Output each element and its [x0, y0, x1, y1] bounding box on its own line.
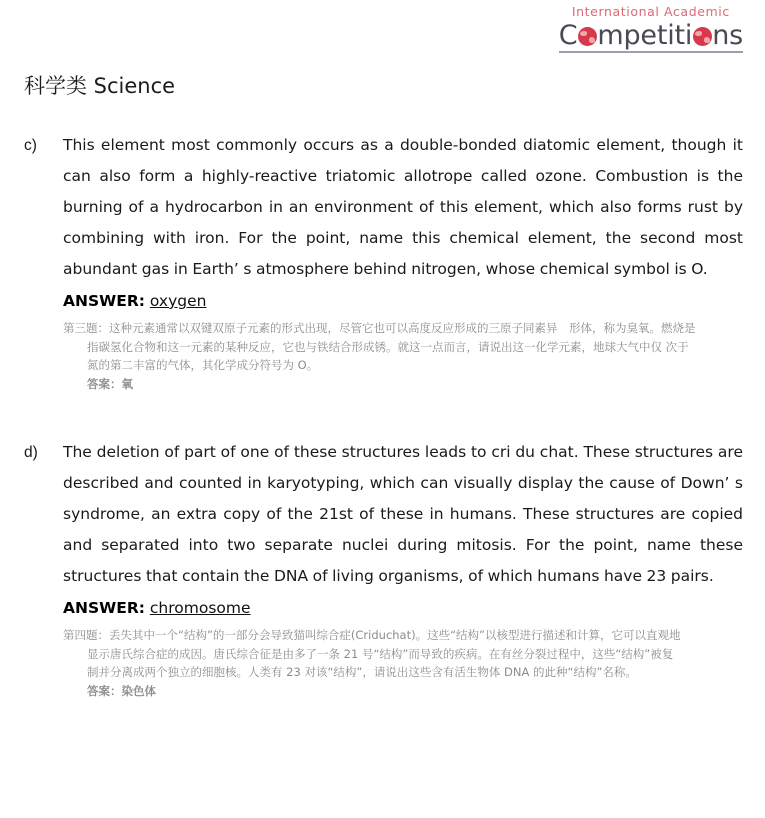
chinese-line: 指碳氢化合物和这一元素的某种反应，它也与铁结合形成锈。就这一点而言，请说出这一化学元素，地球大气中仅 次于 [87, 339, 689, 354]
logo-wordmark [558, 19, 743, 51]
globe-icon [693, 27, 712, 46]
answer-label: ANSWER: [63, 599, 145, 617]
question-item [0, 130, 765, 393]
answer-value: chromosome [149, 599, 251, 617]
globe-icon [578, 27, 597, 46]
logo-subtitle: International Academic [571, 4, 730, 19]
answer-line [63, 287, 743, 315]
answer-value: oxygen [149, 292, 207, 310]
chinese-line: 制并分离成两个独立的细胞核。人类有 23 对该“结构”，请说出这些含有活生物体 DNA 的此种“结构”名称。 [87, 665, 637, 679]
chinese-answer: 答案：染色体 [87, 683, 156, 698]
chinese-line: 第四题：丢失其中一个“结构”的一部分会导致猫叫综合症(Criduchat)。这些“结构”以核型进行描述和计算，它可以直观地 [63, 628, 681, 642]
logo-letters-mid: mpetiti [597, 19, 693, 51]
chinese-translation [63, 319, 743, 393]
question-spacer [0, 393, 765, 437]
chinese-line: 氮的第二丰富的气体，其化学成分符号为 O。 [87, 358, 319, 372]
chinese-line: 显示唐氏综合症的成因。唐氏综合征是由多了一条 21 号“结构”而导致的疾病。在有丝分裂过程中，这些“结构”被复 [87, 646, 674, 661]
question-text: The deletion of part of one of these structures leads to cri du chat. These structures are described and counted in karyotyping, which can visually display the cause of Down’ s syndrome, an extra copy of the 21st of these in humans. These structures are copied and separated into two separate nuclei during mitosis. For the point, name these structures that contain the DNA of living organisms, of which humans have 23 pairs. [63, 443, 743, 585]
question-marker: d) [24, 444, 38, 461]
question-text: This element most commonly occurs as a double-bonded diatomic element, though it can also form a highly-reactive triatomic allotrope called ozone. Combustion is the burning of a hydrocarbon in an environment of this element, which also forms rust by combining with iron. For the point, name this chemical element, the second most abundant gas in Earth’ s atmosphere behind nitrogen, whose chemical symbol is O. [63, 136, 743, 278]
answer-line [63, 594, 743, 622]
chinese-answer: 答案：氧 [87, 376, 133, 391]
question-list [0, 130, 765, 700]
question-item [0, 437, 765, 700]
chinese-line: 第三题：这种元素通常以双键双原子元素的形式出现，尽管它也可以高度反应形成的三原子同素异 形体，称为臭氧。燃烧是 [63, 321, 696, 335]
logo-letter-c: C [558, 19, 578, 51]
site-logo [559, 6, 743, 53]
page-title: 科学类 Science [24, 74, 176, 98]
logo-letters-end: ns [712, 19, 743, 51]
logo-underline-rule [559, 51, 743, 53]
answer-label: ANSWER: [63, 292, 145, 310]
question-marker: c) [24, 137, 37, 154]
chinese-translation [63, 626, 743, 700]
